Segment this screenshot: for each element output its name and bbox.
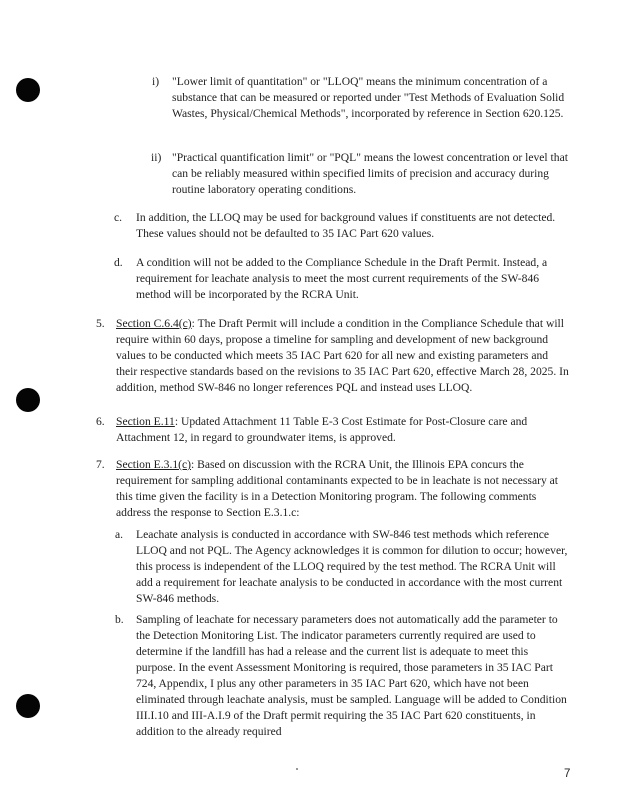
page-number: 7 — [564, 768, 571, 780]
punch-hole — [16, 388, 40, 412]
punch-hole — [16, 78, 40, 102]
item-5: 5. Section C.6.4(c): The Draft Permit will include a condition in the Compliance Schedule that will require within 60 days, propose a timeline for sampling and development of new background values to be conducted which meets 35 IAC Part 620 for all new and existing parameters and their respective standards based on the revisions to 35 IAC Part 620, effective March 28, 2025. In addition, method SW-846 no longer references PQL and instead uses LLOQ. — [96, 317, 569, 394]
section-reference: Section C.6.4(c) — [116, 317, 192, 330]
definition-pql: ii) "Practical quantification limit" or "PQL" means the lowest concentration or level that can be reliably measured within specified limits of precision and accuracy during routine laboratory operating conditions. — [151, 151, 568, 196]
item-a: a. Leachate analysis is conducted in accordance with SW-846 test methods which reference LLOQ and not PQL. The Agency acknowledges it is common for dilution to occur; however, this process is independent of the LLOQ required by the test method. The RCRA Unit will add a requirement for leachate analysis to be conducted in accordance with the most current SW-846 methods. — [115, 528, 568, 605]
item-d: d. A condition will not be added to the Compliance Schedule in the Draft Permit. Instead, a requirement for leachate analysis to meet the most current requirements of the SW-846 method will be incorporated by the RCRA Unit. — [114, 256, 548, 301]
definition-lloq: i) "Lower limit of quantitation" or "LLOQ" means the minimum concentration of a substance that can be measured or reported under "Test Methods of Evaluation Solid Wastes, Physical/Chemical Methods", incorporated by reference in Section 620.125. — [152, 75, 565, 120]
item-7: 7. Section E.3.1(c): Based on discussion with the RCRA Unit, the Illinois EPA concurs the requirement for sampling additional contaminants expected to be in leachate is not necessary at this time given the facility is in a Detection Monitoring program. The following comments address the response to Section E.3.1.c: — [96, 458, 559, 519]
item-6: 6. Section E.11: Updated Attachment 11 Table E-3 Cost Estimate for Post-Closure care and Attachment 12, in regard to groundwater items, is approved. — [96, 415, 528, 444]
item-c: c. In addition, the LLOQ may be used for background values if constituents are not detected. These values should not be defaulted to 35 IAC Part 620 values. — [114, 211, 556, 240]
section-reference: Section E.3.1(c) — [116, 458, 192, 471]
scan-speck — [296, 768, 298, 770]
punch-hole — [16, 694, 40, 718]
section-reference: Section E.11 — [116, 415, 175, 428]
item-b: b. Sampling of leachate for necessary parameters does not automatically add the parameter to the Detection Monitoring List. The indicator parameters currently required are used to determine if the landfill has had a release and the current list is adequate to meet this purpose. In the event Assessment Monitoring is required, those parameters in 35 IAC Part 724, Appendix, I plus any other parameters in 35 IAC Part 620, which have not been eliminated through leachate analysis, must be sampled. Language will be added to Condition III.I.10 and III-A.I.9 of the Draft permit requiring the 35 IAC Part 620 constituents, in addition to the already required — [115, 613, 567, 738]
